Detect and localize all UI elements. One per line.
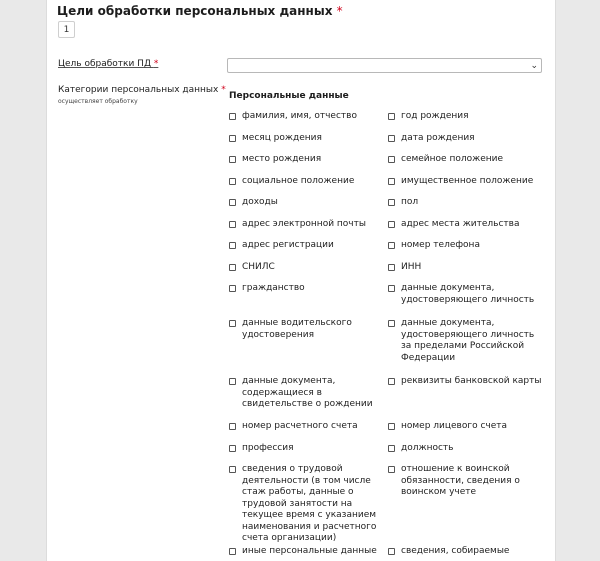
checkbox-income[interactable] <box>229 197 384 209</box>
checkbox-residence-address[interactable] <box>388 219 543 231</box>
checkbox-box[interactable] <box>229 221 236 228</box>
checkbox-settlement-account[interactable] <box>229 421 384 433</box>
checkbox-label: социальное положение <box>242 176 355 186</box>
checkbox-box[interactable] <box>388 264 395 271</box>
checkbox-bank-card[interactable] <box>388 376 543 388</box>
required-mark: * <box>221 85 226 95</box>
checkbox-label: отношение к воинской обязанности, сведения о воинском учете <box>401 464 520 497</box>
checkbox-box[interactable] <box>229 378 236 385</box>
checkbox-box[interactable] <box>229 156 236 163</box>
checkbox-box[interactable] <box>388 135 395 142</box>
checkbox-birth-place[interactable] <box>229 154 384 166</box>
checkbox-birth-month[interactable] <box>229 133 384 145</box>
checkbox-foreign-identity-document[interactable] <box>388 318 543 364</box>
checkbox-label: иные персональные данные <box>242 546 377 556</box>
checkbox-label: фамилия, имя, отчество <box>242 111 357 121</box>
checkbox-full-name[interactable] <box>229 111 384 123</box>
checkbox-inn[interactable] <box>388 262 543 274</box>
checkbox-box[interactable] <box>388 285 395 292</box>
checkbox-property-status[interactable] <box>388 176 543 188</box>
checkbox-snils[interactable] <box>229 262 384 274</box>
checkbox-label: пол <box>401 197 419 207</box>
checkbox-gender[interactable] <box>388 197 543 209</box>
checkbox-box[interactable] <box>229 199 236 206</box>
checkbox-label: гражданство <box>242 283 305 293</box>
purpose-select[interactable] <box>227 58 542 73</box>
checkbox-label: сведения, собираемые <box>401 546 510 556</box>
checkbox-box[interactable] <box>229 178 236 185</box>
checkbox-box[interactable] <box>388 178 395 185</box>
categories-label <box>58 85 226 95</box>
section-title-text: Цели обработки персональных данных <box>57 4 333 18</box>
checkbox-label: место рождения <box>242 154 322 164</box>
checkbox-label: должность <box>401 443 454 453</box>
checkbox-box[interactable] <box>229 113 236 120</box>
checkbox-label: СНИЛС <box>242 262 275 272</box>
checkbox-birth-year[interactable] <box>388 111 543 123</box>
checkbox-label: профессия <box>242 443 294 453</box>
checkbox-box[interactable] <box>229 445 236 452</box>
checkbox-box[interactable] <box>229 135 236 142</box>
section-index: 1 <box>58 21 75 38</box>
checkbox-marital-status[interactable] <box>388 154 543 166</box>
checkbox-box[interactable] <box>388 445 395 452</box>
checkbox-box[interactable] <box>229 285 236 292</box>
checkbox-other-personal-data[interactable] <box>229 546 384 558</box>
checkbox-label: номер лицевого счета <box>401 421 508 431</box>
checkbox-label: адрес места жительства <box>401 219 520 229</box>
checkbox-box[interactable] <box>388 423 395 430</box>
form-panel <box>46 0 556 561</box>
checkbox-military-service[interactable] <box>388 464 543 499</box>
checkbox-box[interactable] <box>388 113 395 120</box>
checkbox-box[interactable] <box>229 423 236 430</box>
checkbox-label: доходы <box>242 197 278 207</box>
checkbox-box[interactable] <box>388 548 395 555</box>
checkbox-employment-info[interactable] <box>229 464 384 545</box>
checkbox-social-status[interactable] <box>229 176 384 188</box>
purpose-label <box>58 59 158 69</box>
checkbox-registration-address[interactable] <box>229 240 384 252</box>
checkbox-box[interactable] <box>388 242 395 249</box>
checkbox-collected-info[interactable] <box>388 546 543 558</box>
checkbox-box[interactable] <box>388 199 395 206</box>
checkbox-box[interactable] <box>388 378 395 385</box>
checkbox-citizenship[interactable] <box>229 283 384 295</box>
checkbox-box[interactable] <box>388 156 395 163</box>
checkbox-label: данные документа, удостоверяющего личность <box>401 283 535 305</box>
chevron-down-icon: ⌄ <box>530 61 538 71</box>
personal-data-header: Персональные данные <box>229 91 349 101</box>
section-title <box>57 4 343 18</box>
checkbox-box[interactable] <box>388 466 395 473</box>
checkbox-profession[interactable] <box>229 443 384 455</box>
checkbox-box[interactable] <box>229 548 236 555</box>
checkbox-box[interactable] <box>229 320 236 327</box>
checkbox-identity-document[interactable] <box>388 283 543 306</box>
checkbox-label: сведения о трудовой деятельности (в том числе стаж работы, данные о трудовой занятости на текущее время с указанием наименования и расчетного счета организации) <box>242 464 377 543</box>
checkbox-label: реквизиты банковской карты <box>401 376 542 386</box>
checkbox-label: адрес регистрации <box>242 240 334 250</box>
checkbox-label: адрес электронной почты <box>242 219 366 229</box>
checkbox-email[interactable] <box>229 219 384 231</box>
checkbox-personal-account[interactable] <box>388 421 543 433</box>
checkbox-label: номер телефона <box>401 240 480 250</box>
checkbox-label: имущественное положение <box>401 176 534 186</box>
checkbox-position[interactable] <box>388 443 543 455</box>
checkbox-box[interactable] <box>229 466 236 473</box>
checkbox-birth-date[interactable] <box>388 133 543 145</box>
checkbox-driver-license[interactable] <box>229 318 384 341</box>
checkbox-box[interactable] <box>229 242 236 249</box>
checkbox-label: год рождения <box>401 111 469 121</box>
required-mark: * <box>336 4 343 18</box>
required-mark: * <box>153 59 159 69</box>
checkbox-label: дата рождения <box>401 133 475 143</box>
checkbox-label: данные водительского удостоверения <box>242 318 352 340</box>
checkbox-box[interactable] <box>229 264 236 271</box>
checkbox-birth-certificate[interactable] <box>229 376 384 411</box>
checkbox-label: данные документа, содержащиеся в свидетельстве о рождении <box>242 376 373 409</box>
checkbox-label: месяц рождения <box>242 133 322 143</box>
categories-label-text: Категории персональных данных <box>58 85 219 95</box>
checkbox-label: ИНН <box>401 262 422 272</box>
categories-hint: осуществляет обработку <box>58 98 138 105</box>
checkbox-label: семейное положение <box>401 154 504 164</box>
purpose-label-text: Цель обработки ПД <box>58 59 151 69</box>
checkbox-label: номер расчетного счета <box>242 421 358 431</box>
checkbox-phone[interactable] <box>388 240 543 252</box>
checkbox-box[interactable] <box>388 320 395 327</box>
checkbox-label: данные документа, удостоверяющего личность за пределами Российской Федерации <box>401 318 535 363</box>
checkbox-box[interactable] <box>388 221 395 228</box>
